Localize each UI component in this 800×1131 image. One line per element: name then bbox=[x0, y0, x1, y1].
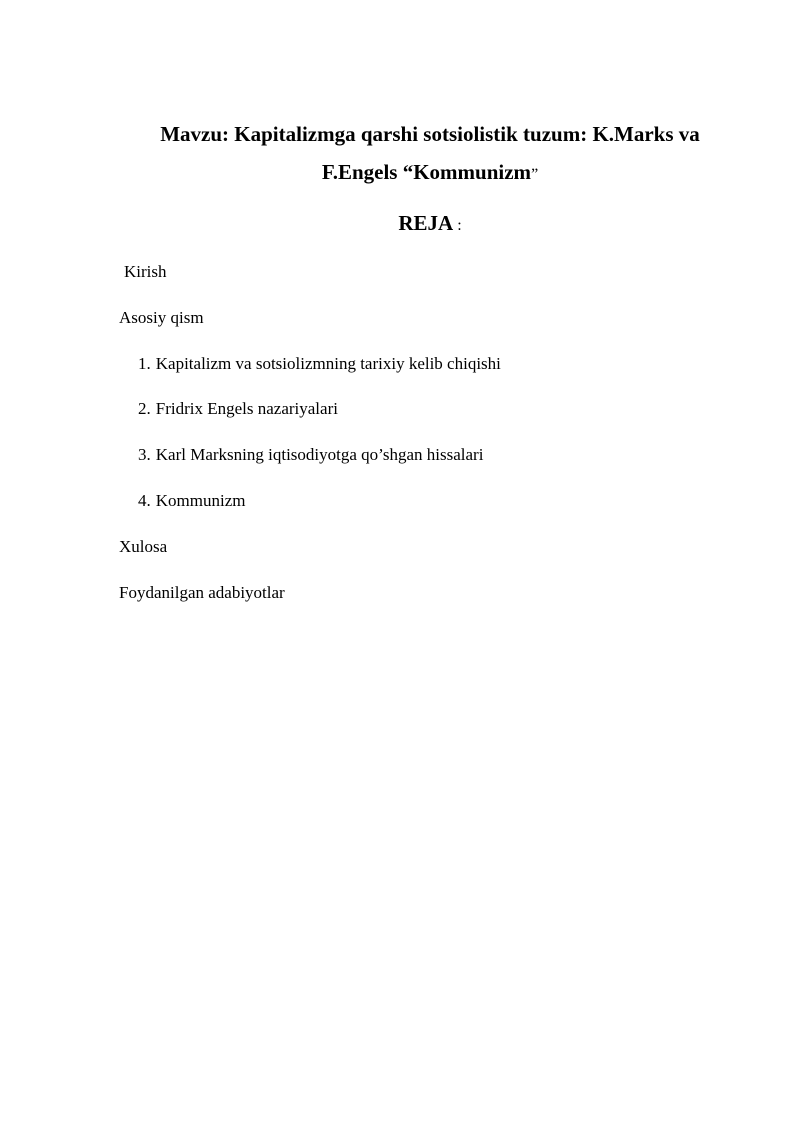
topic-title-text-1: Mavzu: Kapitalizmga qarshi sotsiolistik tuzum: K.Marks va bbox=[160, 122, 700, 146]
outline-item-text: Kapitalizm va sotsiolizmning tarixiy kelib chiqishi bbox=[155, 354, 501, 373]
outline-main-part: Asosiy qism bbox=[119, 308, 204, 327]
outline-intro: Kirish bbox=[124, 262, 167, 281]
outline-item-number: 3. bbox=[138, 445, 151, 464]
outline-references: Foydanilgan adabiyotlar bbox=[119, 583, 285, 602]
outline-item-2 bbox=[138, 398, 338, 420]
topic-title-text-2: F.Engels “Kommunizm bbox=[321, 160, 532, 184]
outline-item-number: 1. bbox=[138, 354, 151, 373]
topic-title-line-1 bbox=[110, 121, 750, 147]
topic-title-line-2 bbox=[110, 159, 750, 188]
outline-item-3 bbox=[138, 444, 483, 466]
outline-item-4 bbox=[138, 490, 245, 512]
outline-item-text: Karl Marksning iqtisodiyotga qo’shgan hissalari bbox=[155, 445, 484, 464]
plan-heading-colon: : bbox=[453, 217, 462, 234]
outline-item-number: 4. bbox=[138, 491, 151, 510]
outline-item-number: 2. bbox=[138, 399, 151, 418]
plan-heading bbox=[110, 210, 750, 239]
outline-conclusion: Xulosa bbox=[119, 537, 168, 556]
outline-item-1 bbox=[138, 353, 501, 375]
plan-heading-word: REJA bbox=[398, 211, 454, 235]
topic-title-close-quote: ” bbox=[531, 166, 539, 183]
outline-item-text: Fridrix Engels nazariyalari bbox=[155, 399, 338, 418]
outline-item-text: Kommunizm bbox=[155, 491, 246, 510]
